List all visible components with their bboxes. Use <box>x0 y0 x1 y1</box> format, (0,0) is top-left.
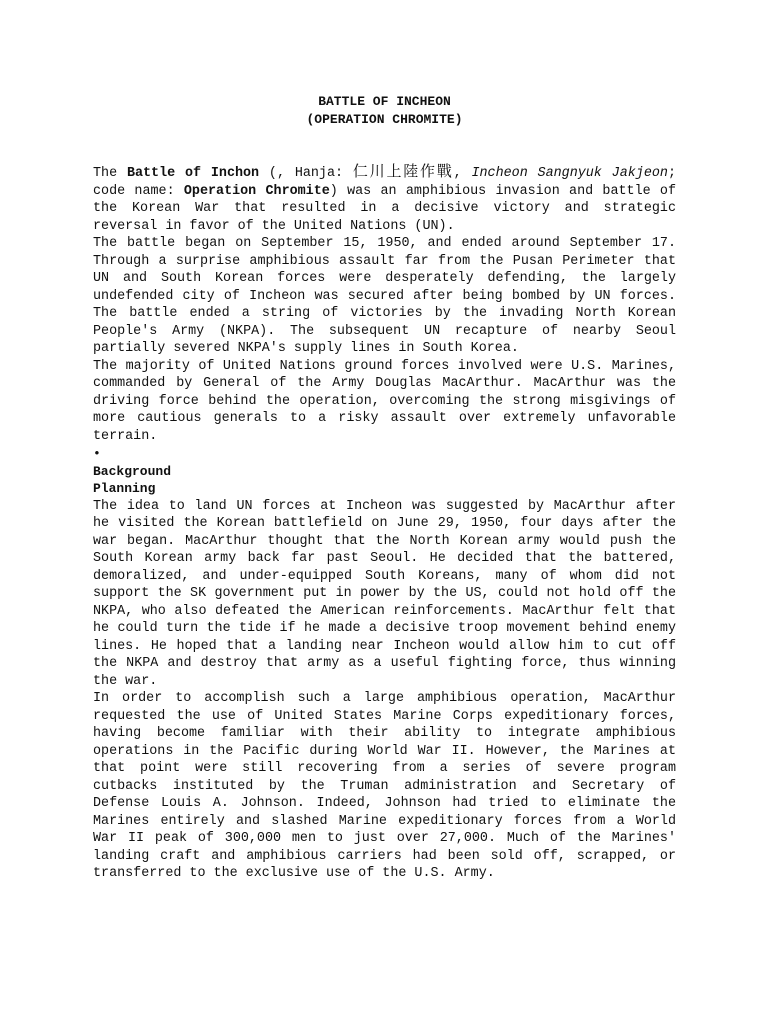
document-subtitle: (OPERATION CHROMITE) <box>306 111 463 127</box>
intro-text-2: (, Hanja: <box>259 166 353 181</box>
heading-background: Background <box>93 463 172 479</box>
intro-text-4: ; code name: <box>93 166 676 199</box>
intro-bold-battle-name: Battle of Inchon <box>126 166 260 181</box>
paragraph-battle-dates: The battle began on September 15, 1950, and ended around September 17. Through a surprise amphibious assault far from the Pusan Perimeter that UN and South Korean forces were desperately defending, the largely undefended city of Incheon was secured after being bombed by UN forces. The battle ended a string of victories by the invading North Korean People's Army (NKPA). The subsequent UN recapture of nearby Seoul partially severed NKPA's supply lines in South Korea. <box>93 236 676 356</box>
intro-italic-korean-name: Incheon Sangnyuk Jakjeon <box>471 166 668 181</box>
document-title: BATTLE OF INCHEON <box>318 94 451 109</box>
intro-text-5: ) was an amphibious invasion and battle of the Korean War that resulted in a decisive victory and strategic reversal in favor of the United Nations (UN). <box>93 183 676 234</box>
intro-text-3: , <box>453 166 472 181</box>
title-block <box>93 93 676 128</box>
intro-paragraph <box>93 163 676 235</box>
paragraph-ground-forces: The majority of United Nations ground forces involved were U.S. Marines, commanded by General of the Army Douglas MacArthur. MacArthur was the driving force behind the operation, overcoming the strong misgivings of more cautious generals to a risky assault over extremely unfavorable terrain. <box>93 358 676 444</box>
heading-planning: Planning <box>93 481 156 496</box>
intro-hanja: 仁川上陸作戰 <box>352 162 454 180</box>
paragraph-marine-corps: In order to accomplish such a large amphibious operation, MacArthur requested the use of United States Marine Corps expeditionary forces, having become familiar with their ability to integrate amphibious operations in the Pacific during World War II. However, the Marines at that point were still recovering from a series of severe program cutbacks instituted by the Truman administration and Secretary of Defense Louis A. Johnson. Indeed, Johnson had tried to eliminate the Marines entirely and slashed Marine expeditionary forces from a World War II peak of 300,000 men to just over 27,000. Much of the Marines' landing craft and amphibious carriers had been sold off, scrapped, or transferred to the exclusive use of the U.S. Army. <box>93 691 676 881</box>
paragraph-planning-idea: The idea to land UN forces at Incheon was suggested by MacArthur after he visited the Korean battlefield on June 29, 1950, four days after the war began. MacArthur thought that the North Korean army would push the South Korean army back far past Seoul. He decided that the battered, demoralized, and under-equipped South Koreans, many of whom did not support the SK government put in power by the US, could not hold off the NKPA, who also defeated the American reinforcements. MacArthur felt that he could turn the tide if he made a decisive troop movement behind enemy lines. He hoped that a landing near Incheon would allow him to cut off the NKPA and destroy that army as a useful fighting force, thus winning the war. <box>93 498 676 689</box>
document-page <box>93 93 676 883</box>
intro-bold-code-name: Operation Chromite <box>183 183 330 199</box>
intro-text-1: The <box>93 166 127 181</box>
bullet-point: • <box>93 446 101 461</box>
